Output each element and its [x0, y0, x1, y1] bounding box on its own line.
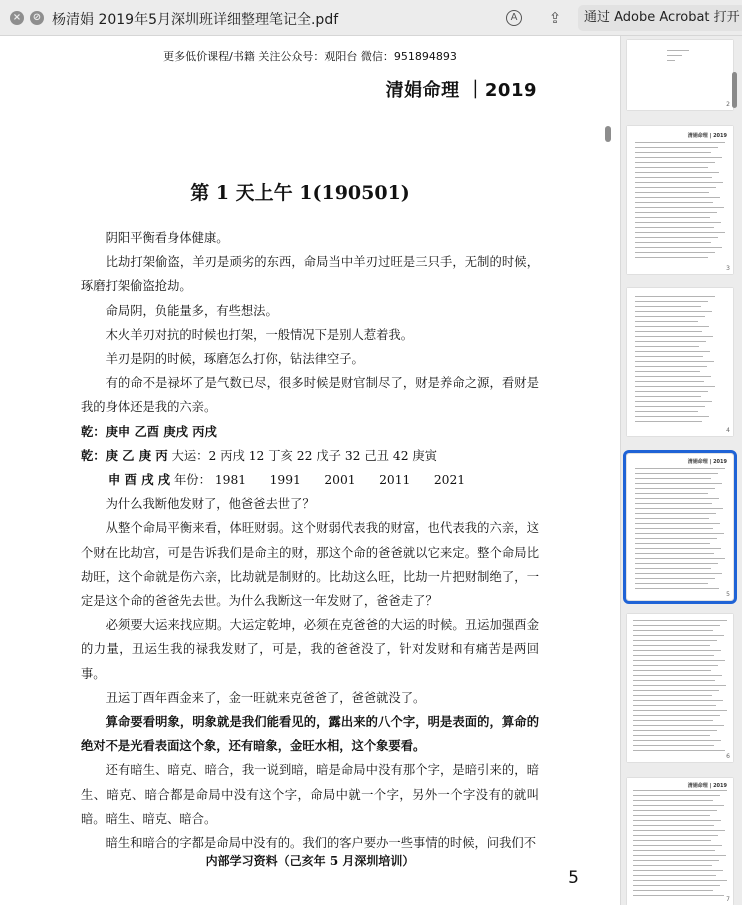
thumb-text-line: [633, 805, 724, 806]
thumb-text-line: [633, 695, 712, 696]
page-thumbnail[interactable]: [627, 126, 733, 274]
thumb-text-line: [633, 850, 715, 851]
thumb-title: 清娟命理 | 2019: [687, 133, 727, 139]
thumb-text-line: [635, 152, 711, 153]
thumb-text-line: [635, 528, 713, 529]
thumb-text-line: [633, 855, 726, 856]
page-footer: 内部学习资料（己亥年 5 月深圳培训）: [205, 854, 415, 868]
thumb-text-line: [635, 306, 701, 307]
thumb-text-line: [667, 55, 682, 56]
thumb-text-line: [667, 50, 689, 51]
thumb-text-line: [635, 197, 720, 198]
title-bar: [0, 0, 742, 36]
thumb-text-line: [635, 172, 719, 173]
thumb-text-line: [633, 865, 712, 866]
thumb-text-line: [635, 301, 708, 302]
thumb-text-line: [635, 523, 720, 524]
thumb-text-line: [635, 478, 711, 479]
page-thumbnail[interactable]: [627, 288, 733, 436]
years-label: 年份：: [174, 473, 211, 488]
thumb-text-line: [635, 356, 703, 357]
block-icon[interactable]: ⊘: [30, 11, 44, 25]
thumb-text-line: [633, 665, 718, 666]
paragraph: 为什么我断他发财了，他爸爸去世了？: [105, 497, 315, 512]
bold-paragraph: 算命要看明象，明象就是我们能看见的，露出来的八个字，明是表面的，算命的绝对不是光看表面这个象，还有暗象，金旺水相，这个象要看。: [81, 714, 539, 754]
thumb-text-line: [633, 675, 722, 676]
thumb-text-line: [635, 553, 714, 554]
page-thumbnail[interactable]: [627, 778, 733, 905]
thumb-text-line: [635, 361, 714, 362]
thumb-number: 7: [726, 896, 730, 903]
thumb-text-line: [635, 326, 709, 327]
thumb-text-line: [635, 376, 711, 377]
thumb-number: 2: [726, 101, 730, 108]
thumb-text-line: [633, 840, 711, 841]
thumb-number: 5: [726, 591, 730, 598]
thumb-text-line: [633, 690, 719, 691]
thumb-text-line: [633, 790, 727, 791]
bazi-chart-2-stems: [81, 444, 539, 468]
thumb-text-line: [635, 391, 708, 392]
bazi-chart-1: [81, 420, 539, 444]
paragraph: 命局阴，负能量多，有些想法。: [105, 303, 278, 318]
thumb-text-line: [635, 182, 723, 183]
thumb-text-line: [633, 715, 720, 716]
thumb-text-line: [633, 860, 719, 861]
thumb-text-line: [633, 640, 717, 641]
thumb-text-line: [635, 202, 713, 203]
thumb-text-line: [635, 167, 708, 168]
thumb-text-line: [633, 750, 725, 751]
thumb-text-line: [635, 242, 711, 243]
thumb-text-line: [633, 800, 713, 801]
thumb-text-line: [635, 192, 709, 193]
thumb-text-line: [635, 232, 725, 233]
thumb-text-line: [635, 162, 715, 163]
thumb-text-line: [633, 820, 721, 821]
thumb-text-line: [633, 660, 725, 661]
thumb-text-line: [635, 316, 705, 317]
page-number: 5: [568, 868, 579, 888]
page-title: 第 1 天上午 1(190501): [190, 182, 410, 204]
thumb-text-line: [635, 311, 712, 312]
thumb-text-line: [635, 563, 718, 564]
thumb-text-line: [635, 341, 706, 342]
thumb-text-line: [635, 247, 722, 248]
thumb-text-line: [635, 411, 698, 412]
thumb-text-line: [635, 207, 724, 208]
share-icon[interactable]: ⇪: [548, 9, 562, 27]
thumb-number: 3: [726, 265, 730, 272]
thumb-text-line: [635, 177, 712, 178]
thumb-text-line: [635, 416, 709, 417]
close-icon[interactable]: ×: [10, 11, 24, 25]
thumb-text-line: [633, 825, 714, 826]
thumb-text-line: [633, 720, 713, 721]
thumb-text-line: [633, 830, 725, 831]
thumb-text-line: [635, 421, 702, 422]
thumb-text-line: [635, 578, 715, 579]
thumb-text-line: [635, 568, 711, 569]
thumbnail-sidebar[interactable]: [620, 36, 742, 905]
thumb-text-line: [635, 212, 717, 213]
paragraph: 有的命不是禄坏了是气数已尽，很多时候是财官制尽了，财是养命之源，看财是我的身体还是我的六亲。: [81, 376, 539, 415]
thumb-number: 6: [726, 753, 730, 760]
thumb-text-line: [633, 635, 724, 636]
dayun-sequence: 2 丙戌 12 丁亥 22 戊子 32 己丑 42 庚寅: [208, 448, 438, 463]
thumb-text-line: [635, 331, 702, 332]
thumb-text-line: [633, 645, 710, 646]
paragraph: 必须要大运来找应期。大运定乾坤，必须在克爸爸的大运的时候。丑运加强酉金的力量，丑运生我的禄我发财了，可是，我的爸爸没了，针对发财和有痛苦是两回事。: [81, 618, 539, 681]
thumb-text-line: [635, 237, 718, 238]
thumb-text-line: [635, 396, 701, 397]
thumb-text-line: [635, 558, 725, 559]
thumb-text-line: [633, 670, 711, 671]
thumb-text-line: [635, 222, 721, 223]
paragraph: 阴阳平衡看身体健康。: [105, 231, 229, 245]
thumb-text-line: [635, 488, 715, 489]
thumb-text-line: [633, 620, 727, 621]
thumb-text-line: [635, 483, 722, 484]
chart-branches: 申 酉 戌 戌: [108, 472, 171, 488]
bazi-chart-2-branches: [81, 468, 539, 492]
thumb-text-line: [635, 227, 714, 228]
thumb-text-line: [635, 406, 705, 407]
thumb-text-line: [635, 381, 704, 382]
thumb-text-line: [633, 730, 717, 731]
dayun-label: 大运：: [171, 448, 209, 463]
thumb-text-line: [635, 573, 722, 574]
thumb-text-line: [633, 880, 727, 881]
document-scrollbar[interactable]: [605, 126, 611, 142]
thumb-text-line: [635, 336, 713, 337]
thumb-text-line: [635, 401, 712, 402]
paragraph: 比劫打架偷盗，羊刃是顽劣的东西，命局当中羊刃过旺是三只手，无制的时候，琢磨打架偷盗抢劫。: [81, 255, 539, 294]
thumb-text-line: [635, 351, 710, 352]
thumb-text-line: [633, 725, 724, 726]
sidebar-scrollbar[interactable]: [732, 72, 737, 108]
thumb-text-line: [633, 890, 713, 891]
thumb-text-line: [633, 680, 715, 681]
thumb-text-line: [635, 583, 708, 584]
thumb-text-line: [635, 473, 718, 474]
thumb-text-line: [633, 745, 714, 746]
page-header-line: 更多低价课程/书籍 关注公众号：观阳台 微信：951894893: [163, 50, 457, 63]
thumb-text-line: [635, 386, 715, 387]
thumb-text-line: [635, 147, 718, 148]
thumb-text-line: [635, 468, 725, 469]
thumb-text-line: [635, 346, 699, 347]
thumb-text-line: [635, 508, 723, 509]
thumb-text-line: [635, 252, 715, 253]
thumb-text-line: [633, 650, 721, 651]
markup-icon[interactable]: A: [506, 10, 522, 26]
chart-stems: 庚 乙 庚 丙: [105, 447, 168, 463]
thumb-text-line: [635, 321, 698, 322]
thumb-text-line: [633, 795, 720, 796]
thumb-text-line: [633, 835, 718, 836]
thumb-text-line: [635, 217, 710, 218]
thumb-text-line: [635, 157, 722, 158]
thumb-text-line: [635, 296, 715, 297]
thumb-text-line: [635, 366, 707, 367]
thumb-text-line: [633, 705, 716, 706]
thumb-text-line: [633, 845, 722, 846]
thumb-text-line: [633, 735, 710, 736]
open-in-acrobat-button[interactable]: 通过 Adobe Acrobat 打开: [578, 5, 742, 31]
thumb-text-line: [635, 533, 724, 534]
thumb-text-line: [633, 740, 721, 741]
page-thumbnail[interactable]: [627, 40, 733, 110]
paragraph: 从整个命局平衡来看，体旺财弱。这个财弱代表我的财富，也代表我的六亲，这个财在比劫宫，可是告诉我们是命主的财，那这个命的爸爸就以它来定。整个命局比劫旺，这个命就是伤六亲，比劫就是制财的。比劫这么旺，比劫一片把财制绝了，一定是这个命的爸爸先去世。为什么我断这一年发财了，爸爸走了？: [81, 521, 539, 609]
thumb-text-line: [635, 538, 717, 539]
window-title: 杨清娟 2019年5月深圳班详细整理笔记全.pdf: [52, 12, 339, 28]
thumb-number: 4: [726, 427, 730, 434]
thumb-text-line: [635, 257, 708, 258]
thumb-text-line: [635, 187, 716, 188]
paragraph: 羊刃是阴的时候，琢磨怎么打你，钻法律空子。: [105, 352, 364, 367]
thumb-text-line: [635, 371, 700, 372]
chart-label: 乾：: [81, 447, 106, 463]
thumb-text-line: [633, 625, 720, 626]
thumb-text-line: [667, 60, 675, 61]
thumb-text-line: [635, 548, 721, 549]
thumb-title: 清娟命理 | 2019: [687, 459, 727, 465]
thumb-text-line: [635, 518, 709, 519]
thumb-text-line: [633, 700, 723, 701]
thumb-text-line: [635, 142, 725, 143]
chart-label: 乾：: [81, 423, 106, 439]
thumb-text-line: [635, 543, 710, 544]
thumb-title: 清娟命理 | 2019: [687, 783, 727, 789]
page-thumbnail-selected[interactable]: [627, 454, 733, 600]
page-body: [81, 226, 539, 855]
thumb-text-line: [633, 895, 724, 896]
page-thumbnail[interactable]: [627, 614, 733, 762]
thumb-text-line: [635, 513, 716, 514]
document-view[interactable]: [0, 36, 620, 905]
thumb-text-line: [633, 710, 727, 711]
thumb-text-line: [633, 685, 726, 686]
paragraph: 暗生和暗合的字都是命局中没有的。我们的客户要办一些事情的时候，问我们不: [105, 836, 536, 851]
paragraph: 木火羊刃对抗的时候也打架，一般情况下是别人惹着我。: [105, 327, 414, 342]
thumb-text-line: [633, 655, 714, 656]
thumb-text-line: [633, 885, 720, 886]
thumb-text-line: [635, 493, 708, 494]
paragraph: 还有暗生、暗克、暗合，我一说到暗，暗是命局中没有那个字，是暗引来的，暗生、暗克、暗合都是命局中没有这个字，命局中就一个字，另外一个字没有的就叫暗。暗生、暗克、暗合。: [81, 763, 539, 826]
thumb-text-line: [633, 810, 717, 811]
page-brand: 清娟命理 ｜2019: [385, 80, 537, 101]
thumb-text-line: [633, 630, 713, 631]
thumb-text-line: [633, 875, 716, 876]
paragraph: 丑运丁酉年酉金来了，金一旺就来克爸爸了，爸爸就没了。: [105, 690, 426, 705]
thumb-text-line: [635, 503, 712, 504]
thumb-text-line: [635, 588, 719, 589]
years-sequence: 1981 1991 2001 2011 2021: [214, 473, 466, 488]
chart-pillars: 庚申 乙酉 庚戌 丙戌: [105, 423, 217, 439]
pdf-page: [5, 40, 615, 905]
thumb-text-line: [635, 498, 719, 499]
thumb-text-line: [633, 870, 723, 871]
thumb-text-line: [633, 815, 710, 816]
